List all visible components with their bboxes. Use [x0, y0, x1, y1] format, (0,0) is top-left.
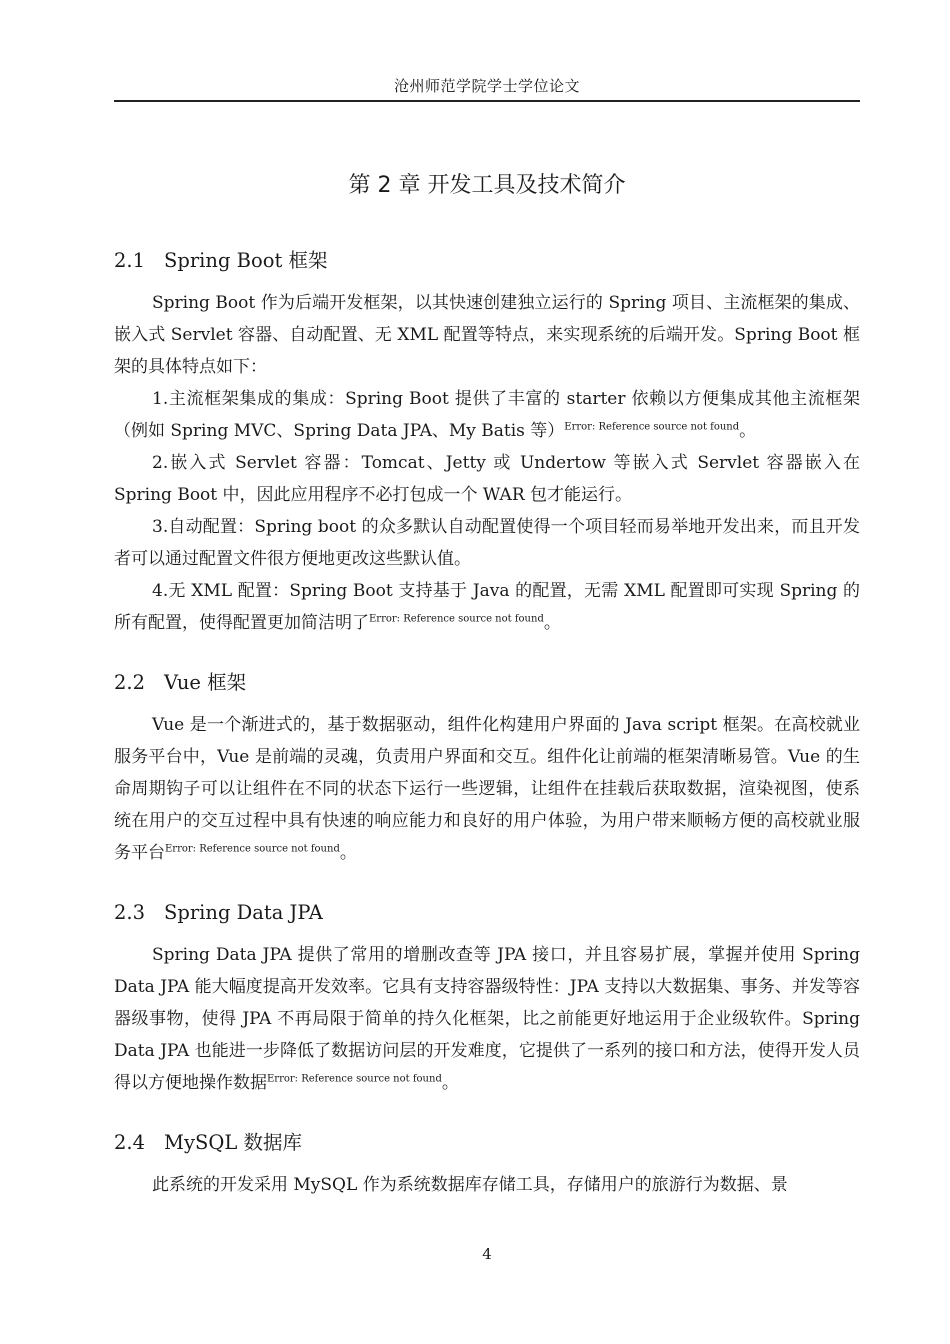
citation-error: Error: Reference source not found [165, 843, 340, 855]
section-title-text: Spring Data JPA [164, 901, 323, 924]
paragraph-end: 。 [441, 1073, 459, 1093]
section-number: 2.1 [114, 249, 146, 272]
paragraph-text: 4.无 XML 配置：Spring Boot 支持基于 Java 的配置，无需 XML 配置即可实现 Spring 的所有配置，使得配置更加简洁明了 [114, 581, 860, 633]
paragraph [114, 383, 860, 447]
paragraph-end: 。 [739, 421, 757, 441]
section-2-3 [114, 899, 860, 1099]
citation-error: Error: Reference source not found [267, 1073, 442, 1085]
section-number: 2.3 [114, 901, 146, 924]
paragraph-end: 。 [339, 843, 357, 863]
section-2-2 [114, 669, 860, 869]
paragraph-end: 。 [543, 613, 561, 633]
paragraph-text: 1.主流框架集成的集成：Spring Boot 提供了丰富的 starter 依赖以方便集成其他主流框架（例如 Spring MVC、Spring Data JPA、My Batis 等） [114, 389, 860, 441]
paragraph [114, 447, 860, 511]
chapter-title: 第 2 章 开发工具及技术简介 [348, 173, 626, 198]
page-number: 4 [482, 1245, 492, 1263]
section-title-text: MySQL 数据库 [164, 1131, 302, 1154]
paragraph-text: 2.嵌入式 Servlet 容器：Tomcat、Jetty 或 Undertow 等嵌入式 Servlet 容器嵌入在 Spring Boot 中，因此应用程序不必打包成一个 WAR 包才能运行。 [114, 453, 860, 505]
paragraph-text: 3.自动配置：Spring boot 的众多默认自动配置使得一个项目轻而易举地开发出来，而且开发者可以通过配置文件很方便地更改这些默认值。 [114, 517, 860, 569]
paragraph-text: Spring Data JPA 提供了常用的增删改查等 JPA 接口，并且容易扩展，掌握并使用 Spring Data JPA 能大幅度提高开发效率。它具有支持容器级特性：JPA 支持以大数据集、事务、并发等容器级事物，使得 JPA 不再局限于简单的持久化框架，比之前能更好地运用于企业级软件。Spring Data JPA 也能进一步降低了数据访问层的开发难度，它提供了一系列的接口和方法，使得开发人员得以方便地操作数据 [114, 945, 860, 1093]
paragraph [114, 939, 860, 1099]
paragraph [114, 511, 860, 575]
section-heading [114, 899, 860, 927]
citation-error: Error: Reference source not found [369, 613, 544, 625]
section-2-4 [114, 1129, 860, 1201]
paragraph [114, 1169, 860, 1201]
section-heading [114, 1129, 860, 1157]
paragraph [114, 287, 860, 383]
page-body [114, 170, 860, 1231]
header-rule [114, 100, 860, 102]
section-heading [114, 669, 860, 697]
section-2-1 [114, 247, 860, 639]
section-title-text: Spring Boot 框架 [164, 249, 328, 272]
section-number: 2.2 [114, 671, 146, 694]
paragraph [114, 575, 860, 639]
section-number: 2.4 [114, 1131, 146, 1154]
paragraph-text: Spring Boot 作为后端开发框架，以其快速创建独立运行的 Spring 项目、主流框架的集成、嵌入式 Servlet 容器、自动配置、无 XML 配置等特点，来实现系统的后端开发。Spring Boot 框架的具体特点如下： [114, 293, 860, 377]
running-header: 沧州师范学院学士学位论文 [393, 77, 580, 95]
citation-error: Error: Reference source not found [564, 421, 740, 433]
paragraph-text: 此系统的开发采用 MySQL 作为系统数据库存储工具，存储用户的旅游行为数据、景 [152, 1175, 788, 1195]
section-heading [114, 247, 860, 275]
section-title-text: Vue 框架 [164, 671, 247, 694]
paragraph-text: Vue 是一个渐进式的，基于数据驱动，组件化构建用户界面的 Java script 框架。在高校就业服务平台中，Vue 是前端的灵魂，负责用户界面和交互。组件化让前端的框架清晰易管。Vue 的生命周期钩子可以让组件在不同的状态下运行一些逻辑，让组件在挂载后获取数据，渲染视图，使系统在用户的交互过程中具有快速的响应能力和良好的用户体验，为用户带来顺畅方便的高校就业服务平台 [114, 715, 860, 863]
paragraph [114, 709, 860, 869]
